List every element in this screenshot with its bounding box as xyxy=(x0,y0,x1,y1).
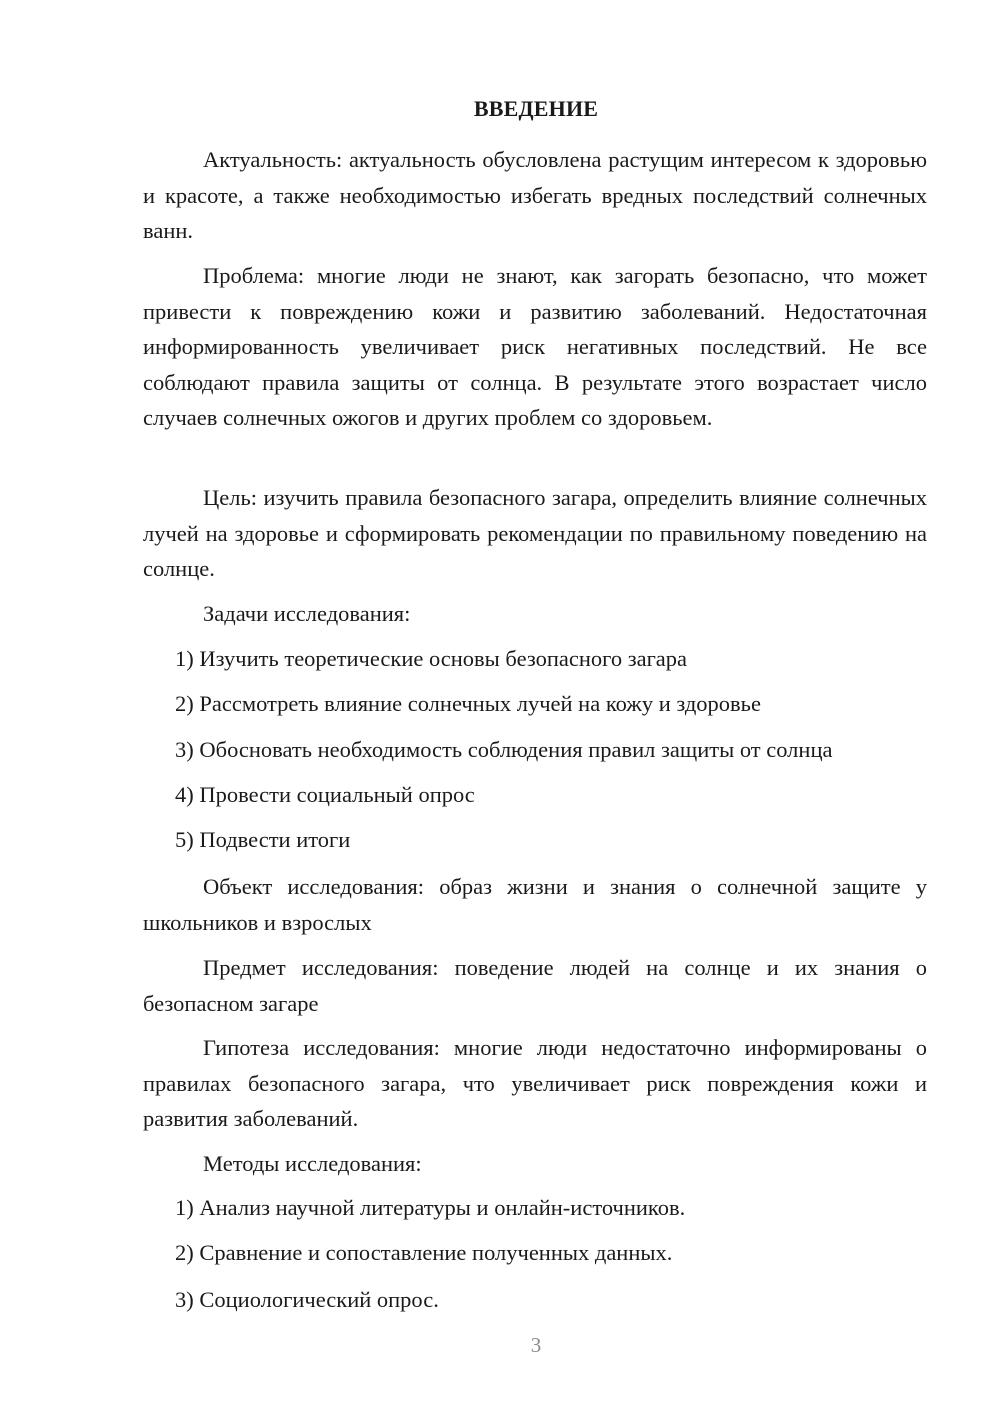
object-paragraph: Объект исследования: образ жизни и знания о солнечной защите у школьников и взрослых xyxy=(143,874,927,935)
task-item: 2) Рассмотреть влияние солнечных лучей на кожу и здоровье xyxy=(175,691,761,716)
relevance-paragraph: Актуальность: актуальность обусловлена растущим интересом к здоровью и красоте, а также необходимостью избегать вредных последствий солнечных ванн. xyxy=(143,147,927,243)
page-number: 3 xyxy=(530,1333,542,1357)
subject-paragraph: Предмет исследования: поведение людей на солнце и их знания о безопасном загаре xyxy=(143,955,927,1016)
method-item: 2) Сравнение и сопоставление полученных данных. xyxy=(175,1240,673,1265)
task-item: 3) Обосновать необходимость соблюдения правил защиты от солнца xyxy=(175,737,833,762)
hypothesis-paragraph: Гипотеза исследования: многие люди недостаточно информированы о правилах безопасного загара, что увеличивает риск повреждения кожи и развития заболеваний. xyxy=(143,1035,927,1131)
task-item: 4) Провести социальный опрос xyxy=(175,782,475,807)
method-item: 1) Анализ научной литературы и онлайн-источников. xyxy=(175,1195,686,1220)
task-item: 1) Изучить теоретические основы безопасного загара xyxy=(175,646,688,671)
methods-heading: Методы исследования: xyxy=(203,1151,422,1176)
task-item: 5) Подвести итоги xyxy=(175,827,351,852)
page-title: ВВЕДЕНИЕ xyxy=(473,96,599,121)
tasks-heading: Задачи исследования: xyxy=(203,601,411,626)
goal-paragraph: Цель: изучить правила безопасного загара, определить влияние солнечных лучей на здоровье и сформировать рекомендации по правильному поведению на солнце. xyxy=(143,485,927,581)
problem-paragraph: Проблема: многие люди не знают, как загорать безопасно, что может привести к повреждению кожи и развитию заболеваний. Недостаточная информированность увеличивает риск негативных последствий. Не все соблюдают правила защиты от солнца. В результате этого возрастает число случаев солнечных ожогов и других проблем со здоровьем. xyxy=(143,263,927,430)
method-item: 3) Социологический опрос. xyxy=(175,1287,439,1312)
